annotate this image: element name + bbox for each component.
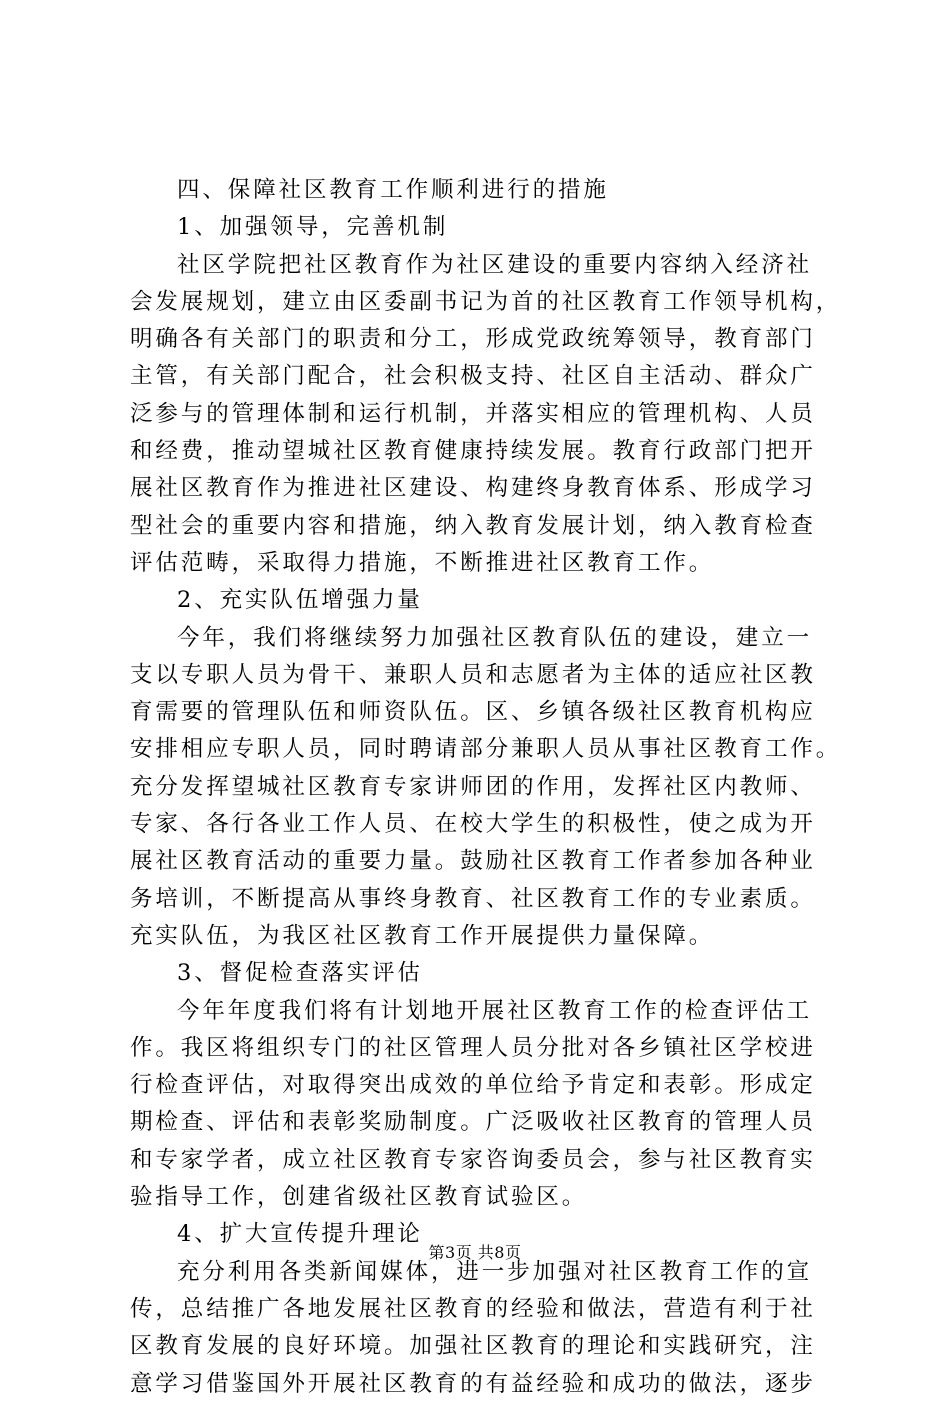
text-line: 期检查、评估和表彰奖励制度。广泛吸收社区教育的管理人员 bbox=[130, 1109, 816, 1136]
text-line: 支以专职人员为骨干、兼职人员和志愿者为主体的适应社区教 bbox=[130, 661, 816, 688]
text-line: 充分发挥望城社区教育专家讲师团的作用，发挥社区内教师、 bbox=[130, 773, 816, 800]
text-line: 展社区教育作为推进社区建设、构建终身教育体系、形成学习 bbox=[130, 475, 816, 502]
text-line: 明确各有关部门的职责和分工，形成党政统筹领导，教育部门 bbox=[130, 326, 816, 353]
text-line: 3、督促检查落实评估 bbox=[177, 960, 423, 987]
text-line: 会发展规划，建立由区委副书记为首的社区教育工作领导机构， bbox=[130, 288, 842, 315]
text-line: 2、充实队伍增强力量 bbox=[177, 587, 423, 614]
text-line: 今年年度我们将有计划地开展社区教育工作的检查评估工 bbox=[177, 997, 813, 1024]
text-line: 行检查评估，对取得突出成效的单位给予肯定和表彰。形成定 bbox=[130, 1072, 816, 1099]
text-line: 务培训，不断提高从事终身教育、社区教育工作的专业素质。 bbox=[130, 885, 816, 912]
text-line: 和经费，推动望城社区教育健康持续发展。教育行政部门把开 bbox=[130, 438, 816, 465]
text-line: 今年，我们将继续努力加强社区教育队伍的建设，建立一 bbox=[177, 624, 813, 651]
document-body bbox=[130, 172, 842, 1403]
text-line: 意学习借鉴国外开展社区教育的有益经验和成功的做法，逐步 bbox=[130, 1370, 816, 1397]
text-line: 和专家学者，成立社区教育专家咨询委员会，参与社区教育实 bbox=[130, 1146, 816, 1173]
text-line: 充分利用各类新闻媒体，进一步加强对社区教育工作的宣 bbox=[177, 1258, 813, 1285]
text-line: 育需要的管理队伍和师资队伍。区、乡镇各级社区教育机构应 bbox=[130, 699, 816, 726]
text-line: 传，总结推广各地发展社区教育的经验和做法，营造有利于社 bbox=[130, 1295, 816, 1322]
text-line: 评估范畴，采取得力措施，不断推进社区教育工作。 bbox=[130, 549, 715, 576]
text-line: 四、保障社区教育工作顺利进行的措施 bbox=[177, 177, 609, 203]
text-line: 专家、各行各业工作人员、在校大学生的积极性，使之成为开 bbox=[130, 811, 816, 838]
text-line: 作。我区将组织专门的社区管理人员分批对各乡镇社区学校进 bbox=[130, 1034, 816, 1061]
text-line: 展社区教育活动的重要力量。鼓励社区教育工作者参加各种业 bbox=[130, 848, 816, 875]
text-line: 型社会的重要内容和措施，纳入教育发展计划，纳入教育检查 bbox=[130, 512, 816, 539]
text-line: 泛参与的管理体制和运行机制，并落实相应的管理机构、人员 bbox=[130, 400, 816, 427]
text-line: 1、加强领导，完善机制 bbox=[177, 214, 449, 241]
text-line: 社区学院把社区教育作为社区建设的重要内容纳入经济社 bbox=[177, 251, 813, 278]
page-footer: 第3页 共8页 bbox=[428, 1243, 522, 1262]
text-line: 主管，有关部门配合，社会积极支持、社区自主活动、群众广 bbox=[130, 363, 816, 390]
text-line: 4、扩大宣传提升理论 bbox=[177, 1221, 423, 1248]
text-line: 验指导工作，创建省级社区教育试验区。 bbox=[130, 1184, 588, 1211]
text-line: 区教育发展的良好环境。加强社区教育的理论和实践研究，注 bbox=[130, 1333, 816, 1360]
text-line: 充实队伍，为我区社区教育工作开展提供力量保障。 bbox=[130, 922, 715, 949]
text-line: 安排相应专职人员，同时聘请部分兼职人员从事社区教育工作。 bbox=[130, 736, 842, 763]
